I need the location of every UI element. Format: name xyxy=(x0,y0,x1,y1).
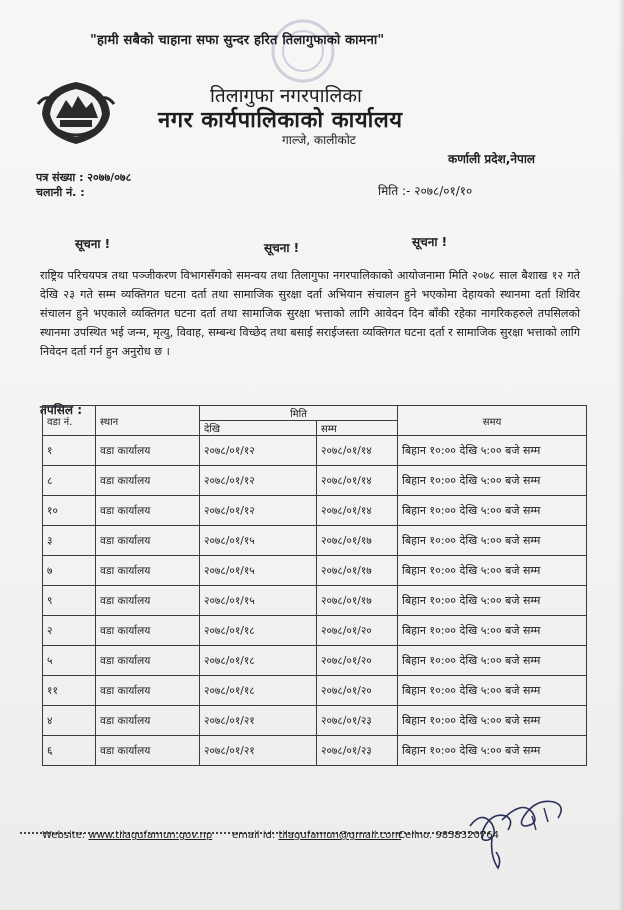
municipality-name: तिलागुफा नगरपालिका xyxy=(210,85,362,107)
ward-cell: १० xyxy=(43,496,96,526)
time-cell: बिहान १०:०० देखि ५:०० बजे सम्म xyxy=(398,586,587,616)
time-cell: बिहान १०:०० देखि ५:०० बजे सम्म xyxy=(398,556,587,586)
time-cell: बिहान १०:०० देखि ५:०० बजे सम्म xyxy=(398,706,587,736)
to-cell: २०७८/०१/१४ xyxy=(317,496,398,526)
place-cell: वडा कार्यालय xyxy=(96,706,200,736)
ward-cell: ६ xyxy=(43,736,96,766)
email-block xyxy=(232,830,401,841)
website-label: Website: xyxy=(42,830,86,841)
from-cell: २०७८/०१/१५ xyxy=(200,556,317,586)
table-row xyxy=(43,496,587,526)
ward-cell: ४ xyxy=(43,706,96,736)
page-edge-shadow xyxy=(618,0,624,910)
table-row xyxy=(43,526,587,556)
footer xyxy=(42,830,499,841)
place-cell: वडा कार्यालय xyxy=(96,676,200,706)
email-link[interactable]: tilagufamun@gmail.com xyxy=(278,830,402,841)
ward-cell: ५ xyxy=(43,646,96,676)
from-cell: २०७८/०१/१२ xyxy=(200,496,317,526)
reference-block xyxy=(36,170,131,200)
ward-cell: २ xyxy=(43,616,96,646)
time-cell: बिहान १०:०० देखि ५:०० बजे सम्म xyxy=(398,616,587,646)
ward-cell: १ xyxy=(43,436,96,466)
from-cell: २०७८/०१/१२ xyxy=(200,466,317,496)
header-time: समय xyxy=(398,406,587,436)
to-cell: २०७८/०१/२३ xyxy=(317,736,398,766)
header-place: स्थान xyxy=(96,406,200,436)
phone-number: 9858320764 xyxy=(435,830,499,841)
place-cell: वडा कार्यालय xyxy=(96,466,200,496)
table-row xyxy=(43,736,587,766)
schedule-table xyxy=(42,405,587,766)
place-cell: वडा कार्यालय xyxy=(96,736,200,766)
dispatch-number: चलानी नं. : xyxy=(36,186,85,199)
time-cell: बिहान १०:०० देखि ५:०० बजे सम्म xyxy=(398,466,587,496)
place-cell: वडा कार्यालय xyxy=(96,586,200,616)
to-cell: २०७८/०१/२० xyxy=(317,676,398,706)
from-cell: २०७८/०१/१८ xyxy=(200,616,317,646)
notice-body: राष्ट्रिय परिचयपत्र तथा पञ्जीकरण विभागसँगको समन्वय तथा तिलागुफा नगरपालिकाको आयोजनामा मिति २०७८ साल बैशाख १२ गते देखि २३ गते सम्म व्यक्तिगत घटना दर्ता तथा सामाजिक सुरक्षा दर्ता अभियान संचालन हुने भएकोमा देहायको स्थानमा दर्ता शिविर संचालन हुने भएकाले व्यक्तिगत घटना दर्ता तथा सामाजिक सुरक्षा भत्ताको लागि आवेदन दिन बाँकी रहेका नागरिकहरुले तपसिलको स्थानमा उपस्थित भई जन्म, मृत्यु, विवाह, सम्बन्ध विच्छेद तथा बसाई सराईजस्ता व्यक्तिगत घटना दर्ता र सामाजिक सुरक्षा भत्ताको लागि निवेदन दर्ता गर्न हुन अनुरोध छ । xyxy=(40,269,580,358)
from-cell: २०७८/०१/१२ xyxy=(200,436,317,466)
phone-block xyxy=(398,830,499,841)
to-cell: २०७८/०१/१७ xyxy=(317,556,398,586)
office-address: गाल्जे, कालीकोट xyxy=(282,133,356,147)
time-cell: बिहान १०:०० देखि ५:०० बजे सम्म xyxy=(398,736,587,766)
table-label: तपसिल : xyxy=(40,403,82,417)
table-row xyxy=(43,646,587,676)
table-row xyxy=(43,616,587,646)
notice-heading-2: सूचना ! xyxy=(264,241,300,255)
place-cell: वडा कार्यालय xyxy=(96,616,200,646)
from-cell: २०७८/०१/१८ xyxy=(200,676,317,706)
time-cell: बिहान १०:०० देखि ५:०० बजे सम्म xyxy=(398,526,587,556)
from-cell: २०७८/०१/२१ xyxy=(200,736,317,766)
province-name: कर्णाली प्रदेश,नेपाल xyxy=(448,152,536,166)
phone-label: Cellno. xyxy=(398,830,433,841)
notice-heading-1: सूचना ! xyxy=(75,237,111,251)
header-to: सम्म xyxy=(317,421,398,436)
header-date: मिति xyxy=(200,406,398,421)
table-row xyxy=(43,436,587,466)
to-cell: २०७८/०१/२३ xyxy=(317,706,398,736)
ward-cell: ९ xyxy=(43,586,96,616)
to-cell: २०७८/०१/१४ xyxy=(317,466,398,496)
nepal-government-emblem-icon xyxy=(36,74,116,150)
website-link[interactable]: www.tilagufamun.gov.np xyxy=(88,830,213,841)
from-cell: २०७८/०१/१५ xyxy=(200,586,317,616)
time-cell: बिहान १०:०० देखि ५:०० बजे सम्म xyxy=(398,676,587,706)
table-row xyxy=(43,556,587,586)
faint-stamp-icon xyxy=(268,18,338,84)
letter-date: मिति :- २०७८/०१/१० xyxy=(378,184,473,198)
table-row xyxy=(43,676,587,706)
time-cell: बिहान १०:०० देखि ५:०० बजे सम्म xyxy=(398,436,587,466)
table-row xyxy=(43,706,587,736)
table-row xyxy=(43,586,587,616)
time-cell: बिहान १०:०० देखि ५:०० बजे सम्म xyxy=(398,496,587,526)
place-cell: वडा कार्यालय xyxy=(96,496,200,526)
ward-cell: ७ xyxy=(43,556,96,586)
from-cell: २०७८/०१/१८ xyxy=(200,646,317,676)
from-cell: २०७८/०१/२१ xyxy=(200,706,317,736)
letter-number: पत्र संख्या : २०७७/०७८ xyxy=(36,171,132,184)
notice-heading-3: सूचना ! xyxy=(412,235,448,249)
table-row xyxy=(43,466,587,496)
place-cell: वडा कार्यालय xyxy=(96,646,200,676)
to-cell: २०७८/०१/१७ xyxy=(317,526,398,556)
place-cell: वडा कार्यालय xyxy=(96,556,200,586)
place-cell: वडा कार्यालय xyxy=(96,526,200,556)
header-from: देखि xyxy=(200,421,317,436)
place-cell: वडा कार्यालय xyxy=(96,436,200,466)
office-name: नगर कार्यपालिकाको कार्यालय xyxy=(158,108,403,133)
ward-cell: ८ xyxy=(43,466,96,496)
to-cell: २०७८/०१/१४ xyxy=(317,436,398,466)
email-label: email id: xyxy=(232,830,276,841)
ward-cell: ३ xyxy=(43,526,96,556)
time-cell: बिहान १०:०० देखि ५:०० बजे सम्म xyxy=(398,646,587,676)
to-cell: २०७८/०१/२० xyxy=(317,616,398,646)
to-cell: २०७८/०१/२० xyxy=(317,646,398,676)
header-ward: वडा नं. xyxy=(43,406,96,436)
slogan: "हामी सबैको चाहाना सफा सुन्दर हरित तिलागुफाको कामना" xyxy=(90,33,385,48)
from-cell: २०७८/०१/१५ xyxy=(200,526,317,556)
to-cell: २०७८/०१/१७ xyxy=(317,586,398,616)
ward-cell: ११ xyxy=(43,676,96,706)
